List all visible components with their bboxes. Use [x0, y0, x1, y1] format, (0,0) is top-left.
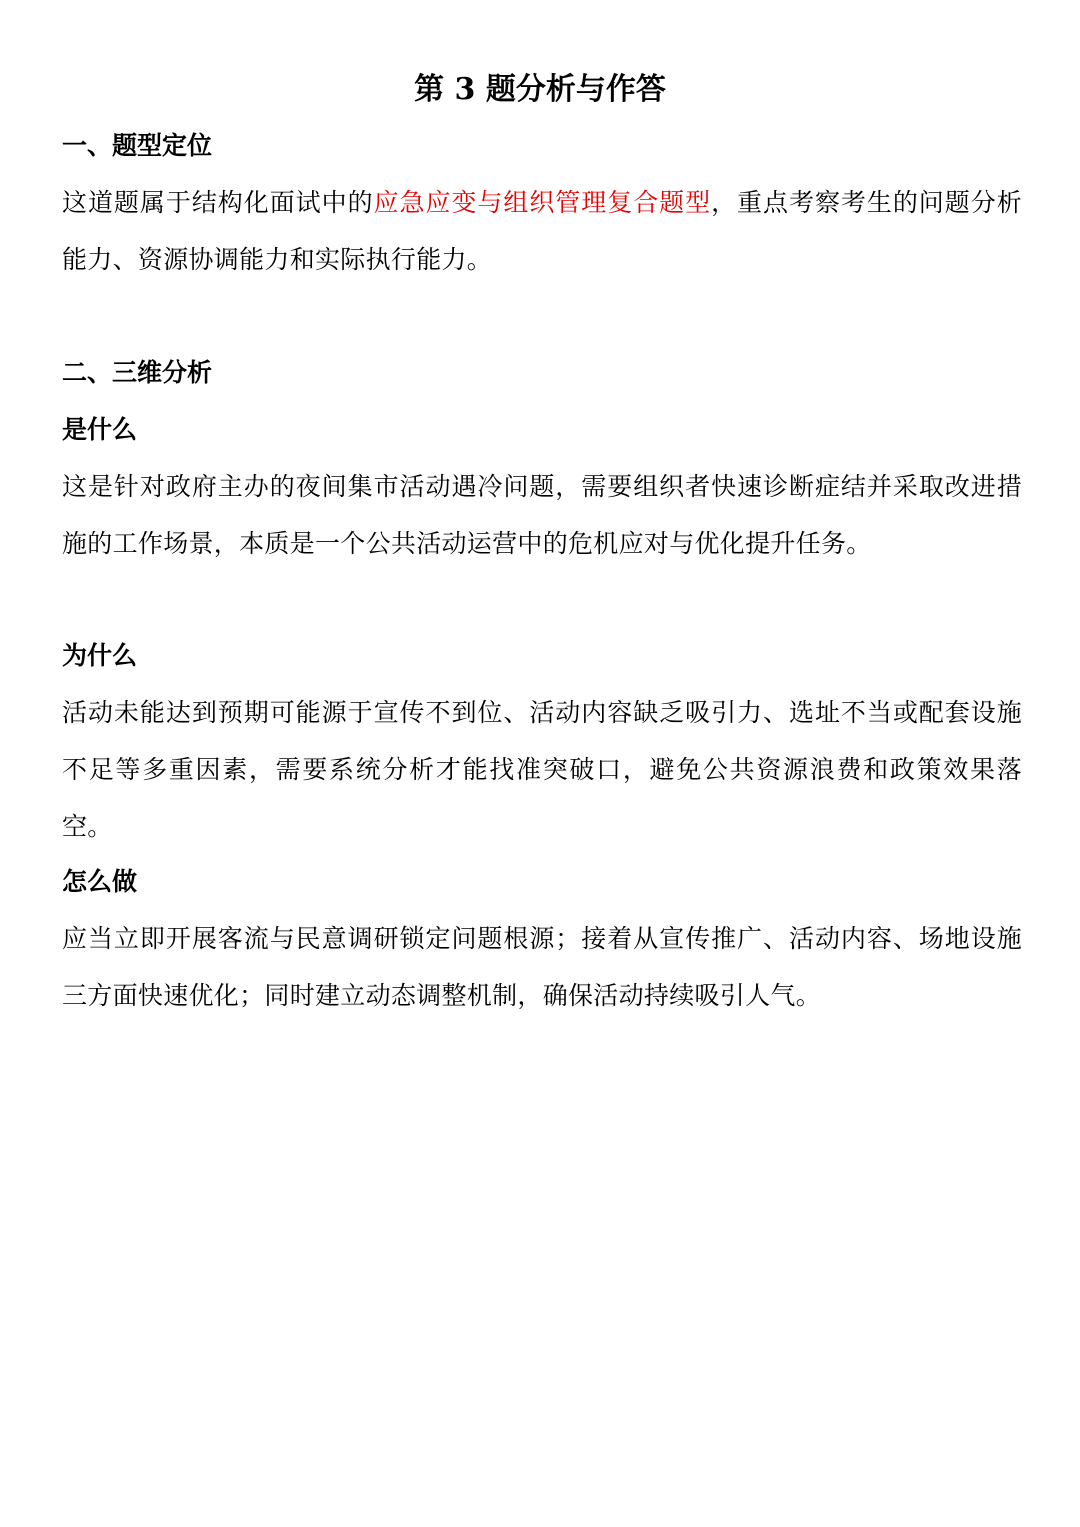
subheading-why: 为什么	[62, 641, 138, 670]
question-type-highlight: 应急应变与组织管理复合题型	[373, 188, 712, 217]
subheading-how: 怎么做	[62, 867, 138, 896]
question-type-paragraph	[62, 174, 1022, 288]
question-type-text-before: 这道题属于结构化面试中的	[62, 188, 374, 217]
how-paragraph: 应当立即开展客流与民意调研锁定问题根源；接着从宣传推广、活动内容、场地设施三方面快速优化；同时建立动态调整机制，确保活动持续吸引人气。	[62, 924, 1022, 1010]
section-heading-question-type: 一、题型定位	[62, 131, 213, 160]
section-heading-three-dimension: 二、三维分析	[62, 358, 213, 387]
page-title: 第 3 题分析与作答	[414, 72, 666, 107]
question-type-text-after: ，重点考察考生的问题分析能力、资源协调能力和实际执行能力。	[62, 188, 1022, 274]
what-paragraph: 这是针对政府主办的夜间集市活动遇冷问题，需要组织者快速诊断症结并采取改进措施的工作场景，本质是一个公共活动运营中的危机应对与优化提升任务。	[62, 472, 1022, 558]
why-paragraph: 活动未能达到预期可能源于宣传不到位、活动内容缺乏吸引力、选址不当或配套设施不足等多重因素，需要系统分析才能找准突破口，避免公共资源浪费和政策效果落空。	[62, 698, 1022, 841]
subheading-what: 是什么	[62, 415, 138, 444]
